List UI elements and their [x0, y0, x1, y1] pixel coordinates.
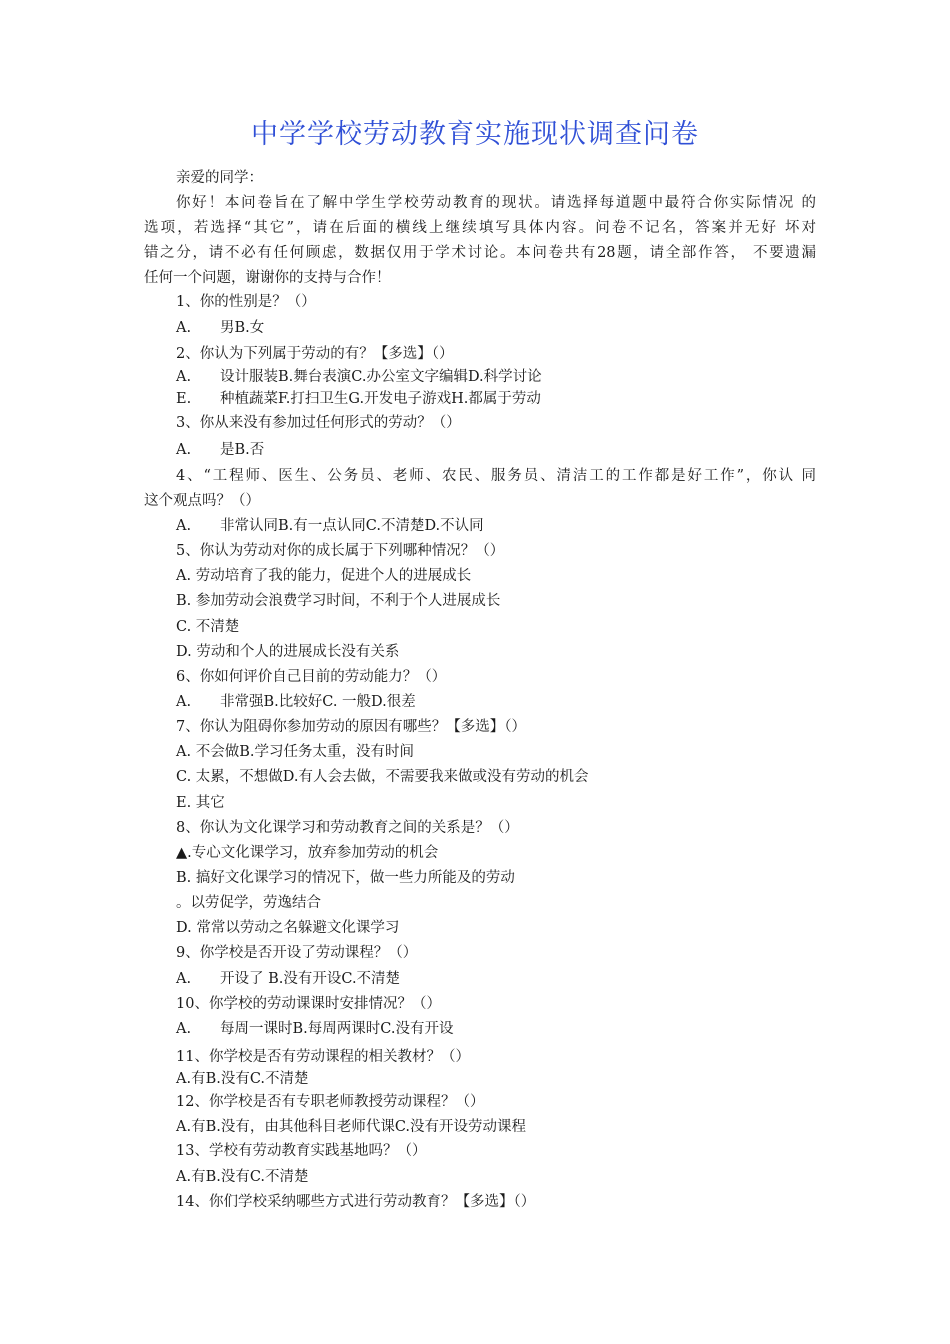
- question-9: 9、你学校是否开设了劳动课程？（）: [176, 945, 418, 961]
- question-11-options: A.有B.没有C.不清楚: [176, 1071, 309, 1087]
- document-title: 中学学校劳动教育实施现状调查问卷: [251, 119, 699, 150]
- question-11: 11、你学校是否有劳动课程的相关教材？（）: [176, 1049, 470, 1065]
- question-8: 8、你认为文化课学习和劳动教育之间的关系是？（）: [176, 820, 519, 836]
- question-8-option: 。以劳促学，劳逸结合: [176, 895, 321, 911]
- greeting: 亲爱的同学：: [176, 170, 263, 186]
- question-9-options: [176, 969, 400, 989]
- option-label: A.: [176, 369, 192, 385]
- option-text: 每周一课时B.每周两课时C.没有开设: [220, 1021, 454, 1037]
- option-text: 非常认同B.有一点认同C.不清楚D.不认同: [220, 518, 484, 534]
- intro-line: 选项，若选择“其它”，请在后面的横线上继续填写具体内容。问卷不记名，答案并无好 坏对: [144, 220, 816, 236]
- option-label: A.: [176, 442, 192, 458]
- question-2-options-a: [176, 367, 542, 387]
- question-3-options: [176, 440, 264, 460]
- question-1: 1、你的性别是？（）: [176, 294, 316, 310]
- question-10: 10、你学校的劳动课课时安排情况？（）: [176, 996, 441, 1012]
- question-12: 12、你学校是否有专职老师教授劳动课程？（）: [176, 1094, 485, 1110]
- question-5-option: C. 不清楚: [176, 619, 240, 635]
- question-6: 6、你如何评价自己目前的劳动能力？（）: [176, 669, 447, 685]
- question-8-option: B. 搞好文化课学习的情况下，做一些力所能及的劳动: [176, 870, 515, 886]
- question-5: 5、你认为劳动对你的成长属于下列哪种情况？（）: [176, 543, 505, 559]
- question-7-option: E. 其它: [176, 795, 225, 811]
- question-4-options: [176, 516, 484, 536]
- option-text: 设计服装B.舞台表演C.办公室文字编辑D.科学讨论: [220, 369, 542, 385]
- option-label: E.: [176, 391, 192, 407]
- option-text: 非常强B.比较好C. 一般D.很差: [220, 694, 416, 710]
- intro-line: 你好！本问卷旨在了解中学生学校劳动教育的现状。请选择每道题中最符合你实际情况 的: [176, 195, 816, 211]
- option-text: 开设了 B.没有开设C.不清楚: [220, 971, 401, 987]
- question-10-options: [176, 1019, 453, 1039]
- question-4-continued: 这个观点吗？（）: [144, 493, 260, 509]
- option-label: A.: [176, 320, 192, 336]
- question-14: 14、你们学校采纳哪些方式进行劳动教育？【多选】（）: [176, 1194, 536, 1210]
- option-text: 男B.女: [220, 320, 265, 336]
- question-8-option: ▲.专心文化课学习，放弃参加劳动的机会: [176, 845, 439, 861]
- question-12-options: A.有B.没有，由其他科目老师代课C.没有开设劳动课程: [176, 1119, 527, 1135]
- question-2: 2、你认为下列属于劳动的有？【多选】（）: [176, 346, 454, 362]
- question-3: 3、你从来没有参加过任何形式的劳动？（）: [176, 415, 461, 431]
- intro-paragraph: [144, 193, 816, 213]
- question-8-option: D. 常常以劳动之名躲避文化课学习: [176, 920, 400, 936]
- option-text: 是B.否: [220, 442, 265, 458]
- question-5-option: A. 劳动培育了我的能力，促进个人的进展成长: [176, 568, 472, 584]
- intro-paragraph-line: [144, 243, 816, 263]
- question-4: 4、“工程师、医生、公务员、老师、农民、服务员、清洁工的工作都是好工作”，你认 同: [176, 468, 816, 484]
- question-5-option: B. 参加劳动会浪费学习时间，不利于个人进展成长: [176, 593, 501, 609]
- question-13-options: A.有B.没有C.不清楚: [176, 1169, 309, 1185]
- question-7-option: C. 太累，不想做D.有人会去做，不需要我来做或没有劳动的机会: [176, 769, 589, 785]
- option-label: A.: [176, 1021, 192, 1037]
- intro-line: 任何一个问题，谢谢你的支持与合作！: [144, 270, 391, 286]
- intro-paragraph-line: [144, 218, 816, 238]
- question-13: 13、学校有劳动教育实践基地吗？（）: [176, 1143, 427, 1159]
- option-label: A.: [176, 971, 192, 987]
- question-5-option: D. 劳动和个人的进展成长没有关系: [176, 644, 400, 660]
- intro-paragraph-line: [144, 268, 816, 288]
- question-7-option: A. 不会做B.学习任务太重，没有时间: [176, 744, 414, 760]
- question-2-options-e: [176, 389, 541, 409]
- option-text: 种植蔬菜F.打扫卫生G.开发电子游戏H.都属于劳动: [220, 391, 541, 407]
- intro-line: 错之分，请不必有任何顾虑，数据仅用于学术讨论。本问卷共有28题，请全部作答， 不要遗漏: [144, 245, 816, 261]
- question-1-options: [176, 318, 264, 338]
- option-label: A.: [176, 518, 192, 534]
- question-6-options: [176, 692, 416, 712]
- option-label: A.: [176, 694, 192, 710]
- question-7: 7、你认为阻碍你参加劳动的原因有哪些？【多选】（）: [176, 719, 526, 735]
